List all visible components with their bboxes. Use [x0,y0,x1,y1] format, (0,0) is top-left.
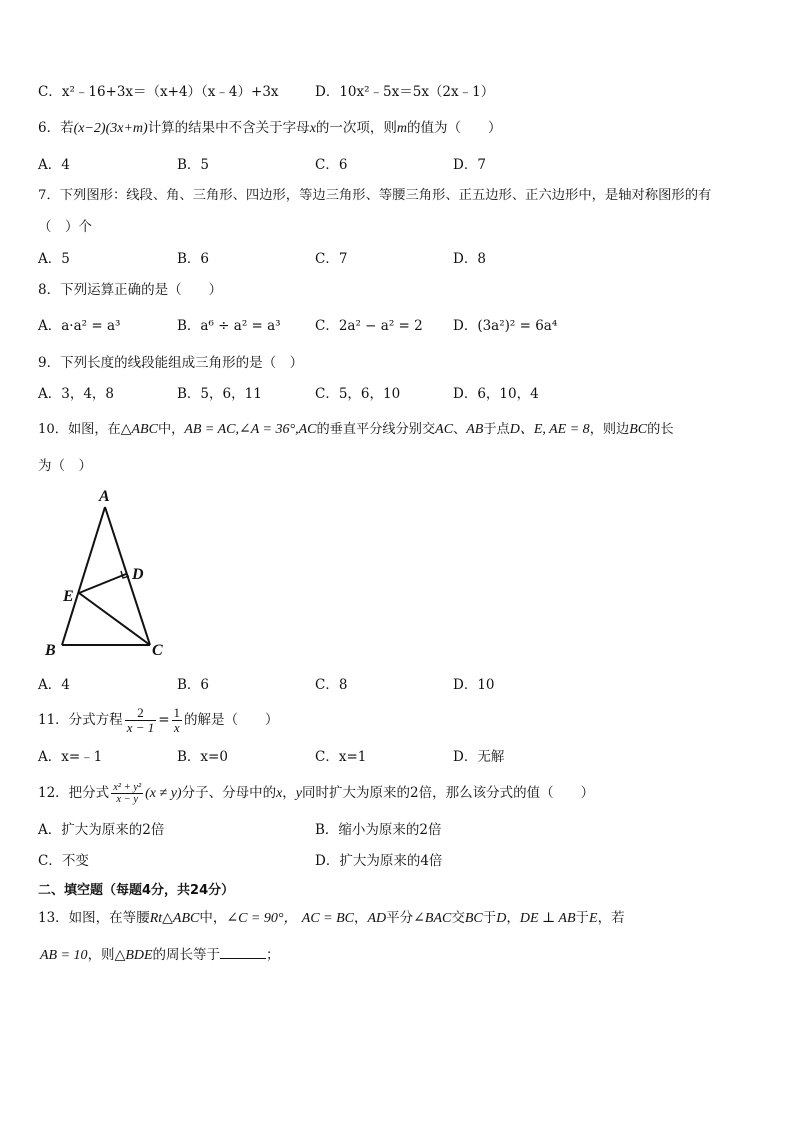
question-8-stem: 8．下列运算正确的是（ ） [38,282,223,298]
q10-triangle-figure [40,485,180,665]
q10-option-d[interactable]: D．10 [453,677,495,693]
label-a: A [99,488,110,505]
q13-triangle-bde: △BDE [114,948,153,963]
q13-e: E [589,911,598,926]
q6-option-d[interactable]: D．7 [453,157,486,173]
q6-prefix: 6．若 [38,120,74,136]
q10-text: 的垂直平分线分别交 [316,422,436,437]
q8-option-a[interactable]: A．a·a² = a³ [38,318,121,334]
q9-option-b[interactable]: B．5，6，11 [177,386,262,402]
q10-text: 、 [453,422,467,437]
q7-option-b[interactable]: B．6 [177,251,210,267]
label-e: E [63,588,74,605]
q10-condition: AB = AC,∠A = 36°,AC [184,422,317,437]
q13-text: 于 [575,910,590,926]
q12-option-a[interactable]: A．扩大为原来的2倍 [38,822,165,838]
q12-text: 分子、分母中的 [181,785,277,801]
q13-text: ， [354,910,368,926]
question-10-stem-line2: 为（ ） [38,458,92,474]
q8-option-d[interactable]: D．(3a²)² = 6a⁴ [453,318,558,334]
q13-text: 平分 [386,910,414,926]
q11-option-d[interactable]: D．无解 [453,749,505,765]
q6-text: 计算的结果中不含关于字母 [147,120,310,136]
question-13-stem-line2 [40,946,280,965]
q10-text: 于点 [483,422,510,437]
q12-text: ， [282,785,296,801]
q10-triangle: △ABC [120,422,158,437]
q13-d: D [496,911,507,926]
q7-option-c[interactable]: C．7 [315,251,348,267]
q5-option-d[interactable]: D．10x²﹣5x＝5x（2x﹣1） [315,84,495,100]
question-6-stem [38,119,502,138]
q11-rhs-fraction [172,706,183,735]
q13-angle: ∠C = 90°， [226,911,298,926]
q6-expression: (x−2)(3x+m) [73,121,148,136]
q11-option-b[interactable]: B．x=0 [177,749,228,765]
q11-lhs-denominator: x − 1 [126,720,155,735]
q10-option-b[interactable]: B．6 [177,677,210,693]
q10-ac: AC [435,422,454,437]
q10-ab: AB [466,422,484,437]
q6-var-x: x [309,121,316,136]
q13-text: 中， [199,910,227,926]
q11-text: 11．分式方程 [38,712,123,728]
q13-text: 的周长等于 [152,947,221,963]
q12-option-c[interactable]: C．不变 [38,853,89,869]
q10-option-a[interactable]: A．4 [38,677,70,693]
q12-text: 12．把分式 [38,785,110,801]
question-13-stem-line1 [38,909,625,928]
q12-var-y: y [295,786,303,801]
label-b: B [45,642,56,659]
q7-option-a[interactable]: A．5 [38,251,70,267]
q12-numerator: x² + y² [113,782,142,793]
q10-text: 中， [157,422,185,437]
q13-text: ，若 [597,910,625,926]
q12-condition: (x ≠ y) [145,786,182,801]
q12-option-b[interactable]: B．缩小为原来的2倍 [315,822,442,838]
q8-option-b[interactable]: B．a⁶ ÷ a² = a³ [177,318,281,334]
segment-ed [79,574,126,593]
q13-ac-eq-bc: AC = BC [301,911,354,926]
q11-text: 的解是（ ） [184,712,279,728]
q11-rhs-numerator: 1 [173,705,181,720]
label-d: D [132,566,144,583]
q12-option-d[interactable]: D．扩大为原来的4倍 [315,853,443,869]
q8-option-c[interactable]: C．2a² − a² = 2 [315,318,423,334]
question-7-stem-line1: 7．下列图形：线段、角、三角形、四边形，等边三角形、等腰三角形、正五边形、正六边形中，是轴对称图形的有 [38,188,712,203]
q13-text: ； [266,947,280,963]
q5-option-c[interactable]: C．x²﹣16+3x＝（x+4）（x﹣4）+3x [38,84,279,100]
q12-var-x: x [276,786,283,801]
q10-points: D、E, AE = 8 [509,422,590,437]
q11-option-a[interactable]: A．x=﹣1 [38,749,103,765]
q13-de-perp-ab: DE ⊥ AB [519,911,576,926]
q13-ab-10: AB = 10 [40,948,88,963]
q13-ad: AD [367,911,387,926]
q10-option-c[interactable]: C．8 [315,677,348,693]
q13-text: ，则 [87,947,115,963]
q13-bc: BC [464,911,483,926]
question-12-stem [38,776,594,811]
question-7-stem-line2: （ ）个 [38,219,92,235]
q10-bc: BC [629,422,648,437]
question-9-stem: 9．下列长度的线段能组成三角形的是（ ） [38,355,304,371]
q10-text: 10．如图，在 [38,422,121,437]
section-2-title: 二、填空题（每题4分，共24分） [38,883,235,898]
q9-option-d[interactable]: D．6，10，4 [453,386,539,402]
segment-ec [79,593,150,645]
q7-option-d[interactable]: D．8 [453,251,486,267]
label-c: C [152,642,163,659]
q13-text: 交 [451,910,465,926]
q13-triangle: Rt△ABC [149,911,200,926]
q11-lhs-numerator: 2 [125,706,157,721]
q13-text: ， [506,910,520,926]
q11-rhs-denominator: x [173,720,180,735]
q11-lhs-fraction [125,706,157,735]
q6-text-2: 的一次项，则 [315,120,397,136]
question-11-stem [38,702,279,738]
segment-ab [62,507,105,645]
q13-text: 13．如图，在等腰 [38,910,150,926]
q6-option-c[interactable]: C．6 [315,157,348,173]
q10-text: 的长 [647,422,674,437]
q9-option-c[interactable]: C．5，6，10 [315,386,401,402]
question-10-stem-line1 [38,421,674,439]
q12-text: 同时扩大为原来的2倍，那么该分式的值（ ） [302,785,595,801]
q6-option-a[interactable]: A．4 [38,157,70,173]
q12-fraction [111,782,143,805]
q13-answer-blank[interactable] [220,946,266,959]
q13-angle-bac: ∠BAC [413,911,452,926]
q9-option-a[interactable]: A．3，4，8 [38,386,115,402]
q6-option-b[interactable]: B．5 [177,157,210,173]
q13-text: 于 [482,910,497,926]
q6-var-m: m [396,121,408,136]
q11-option-c[interactable]: C．x=1 [315,749,367,765]
q11-equals: = [158,712,170,728]
q6-suffix: 的值为（ ） [407,120,502,136]
q12-denominator: x − y [116,794,138,805]
q10-text: ，则边 [589,422,630,437]
